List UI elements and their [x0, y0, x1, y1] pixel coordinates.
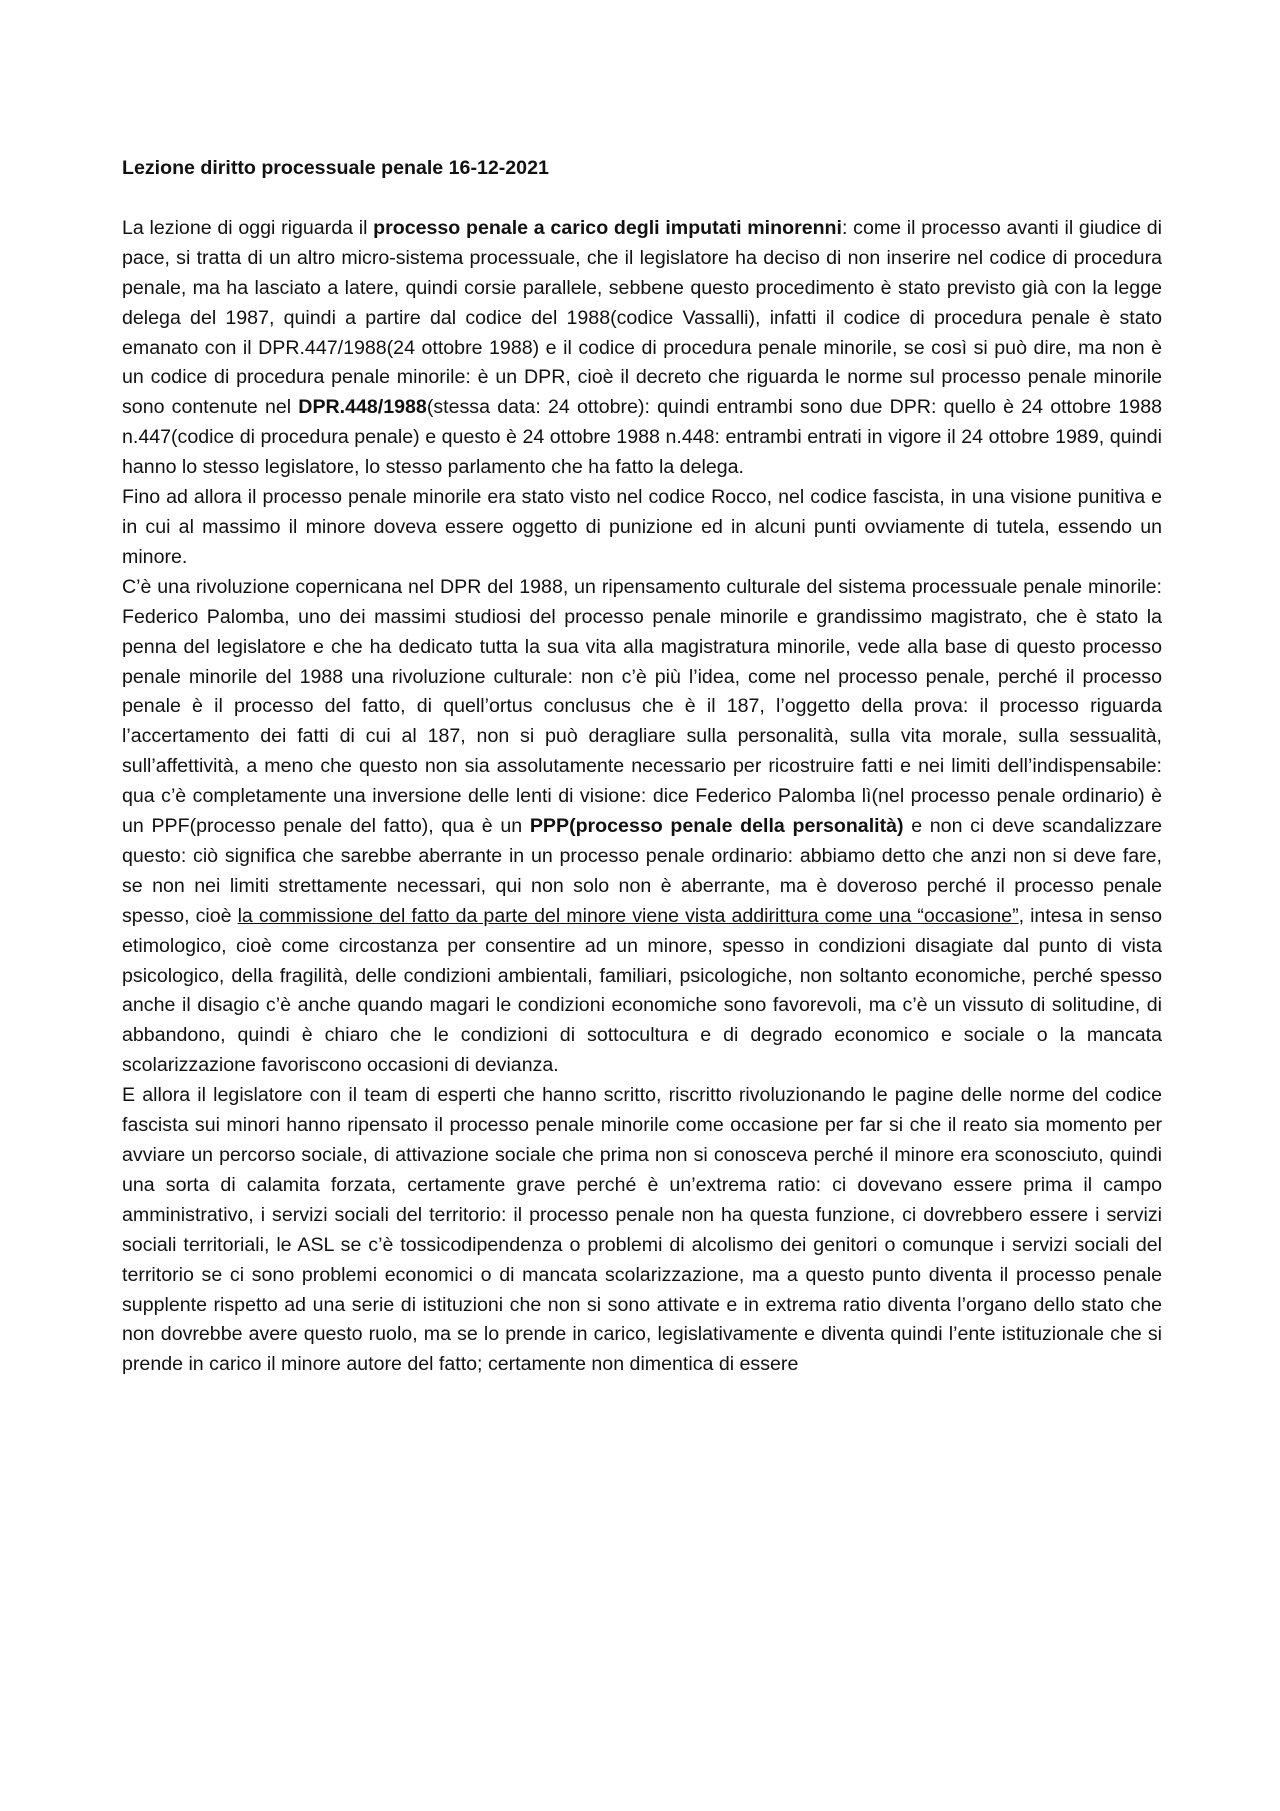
- paragraph-1-text-c: (stessa data: 24 ottobre): quindi entrambi sono due DPR: quello è 24 ottobre 1988 n.447(codice di procedura penale) e questo è 24 ottobre 1988 n.448: entrambi entrati in vigore il 24 ottobre 1989, quindi hanno lo stesso legislatore, lo stesso parlamento che ha fatto la delega.: [122, 396, 1162, 479]
- paragraph-1-bold-topic: processo penale a carico degli imputati minorenni: [373, 216, 842, 239]
- paragraph-1-text-a: La lezione di oggi riguarda il: [122, 216, 374, 239]
- paragraph-3-text-a: C’è una rivoluzione copernicana nel DPR del 1988, un ripensamento culturale del sistema processuale penale minorile: Federico Palomba, uno dei massimi studiosi del processo penale minorile e grandissimo magistrato, che è stato la penna del legislatore e che ha dedicato tutta la sua vita alla magistratura minorile, vede alla base di questo processo penale minorile del 1988 una rivoluzione culturale: non c’è più l’idea, come nel processo penale, perché il processo penale è il processo del fatto, di quell’ortus conclusus che è il 187, l’oggetto della prova: il processo riguarda l’accertamento dei fatti di cui al 187, non si può deragliare sulla personalità, sulla vita morale, sulla sessualità, sull’affettività, a meno che questo non sia assolutamente necessario per ricostruire fatti e nei limiti dell’indispensabile: qua c’è completamente una inversione delle lenti di visione: dice Federico Palomba lì(nel processo penale ordinario) è un PPF(processo penale del fatto), qua è un: [122, 575, 1162, 838]
- paragraph-3-text-b: e non ci deve scandalizzare questo: ciò significa che sarebbe aberrante in un processo penale ordinario: abbiamo detto che anzi non si deve fare, se non nei limiti strettamente necessari, qui non solo non è aberrante, ma è doveroso perché il processo penale spesso, cioè: [122, 815, 1162, 927]
- paragraph-3-underlined: la commissione del fatto da parte del minore viene vista addirittura come una “occasione”: [237, 904, 1019, 927]
- paragraph-3: [122, 573, 1162, 1081]
- paragraph-4: E allora il legislatore con il team di esperti che hanno scritto, riscritto rivoluzionando le pagine delle norme del codice fascista sui minori hanno ripensato il processo penale minorile come occasione per far si che il reato sia momento per avviare un percorso sociale, di attivazione sociale che prima non si conosceva perché il minore era sconosciuto, quindi una sorta di calamita forzata, certamente grave perché è un’extrema ratio: ci dovevano essere prima il campo amministrativo, i servizi sociali del territorio: il processo penale non ha questa funzione, ci dovrebbero essere i servizi sociali territoriali, le ASL se c’è tossicodipendenza o problemi di alcolismo dei genitori o comunque i servizi sociali del territorio se ci sono problemi economici o di mancata scolarizzazione, ma a questo punto diventa il processo penale supplente rispetto ad una serie di istituzioni che non si sono attivate e in extrema ratio diventa l’organo dello stato che non dovrebbe avere questo ruolo, ma se lo prende in carico, legislativamente e diventa quindi l’ente istituzionale che si prende in carico il minore autore del fatto; certamente non dimentica di essere: [122, 1084, 1162, 1376]
- paragraph-1: [122, 214, 1162, 483]
- document-body: [122, 154, 1162, 1380]
- paragraph-3-text-c: , intesa in senso etimologico, cioè come circostanza per consentire ad un minore, spesso in condizioni disagiate dal punto di vista psicologico, della fragilità, delle condizioni ambientali, familiari, psicologiche, non soltanto economiche, perché spesso anche il disagio c’è anche quando magari le condizioni economiche sono favorevoli, ma c’è un vissuto di solitudine, di abbandono, quindi è chiaro che le condizioni di sottocultura e di degrado economico e sociale o la mancata scolarizzazione favoriscono occasioni di devianza.: [122, 904, 1162, 1077]
- paragraph-1-bold-dpr: DPR.448/1988: [298, 396, 427, 419]
- paragraph-2: Fino ad allora il processo penale minorile era stato visto nel codice Rocco, nel codice fascista, in una visione punitiva e in cui al massimo il minore doveva essere oggetto di punizione ed in alcuni punti ovviamente di tutela, essendo un minore.: [122, 486, 1162, 568]
- paragraph-1-text-b: : come il processo avanti il giudice di pace, si tratta di un altro micro-sistema processuale, che il legislatore ha deciso di non inserire nel codice di procedura penale, ma ha lasciato a latere, quindi corsie parallele, sebbene questo procedimento è stato previsto già con la legge delega del 1987, quindi a partire dal codice del 1988(codice Vassalli), infatti il codice di procedura penale è stato emanato con il DPR.447/1988(24 ottobre 1988) e il codice di procedura penale minorile, se così si può dire, ma non è un codice di procedura penale minorile: è un DPR, cioè il decreto che riguarda le norme sul processo penale minorile sono contenute nel: [122, 216, 1162, 419]
- lesson-title: Lezione diritto processuale penale 16-12-2021: [122, 157, 549, 179]
- paragraph-3-bold-ppp: PPP(processo penale della personalità): [529, 815, 904, 838]
